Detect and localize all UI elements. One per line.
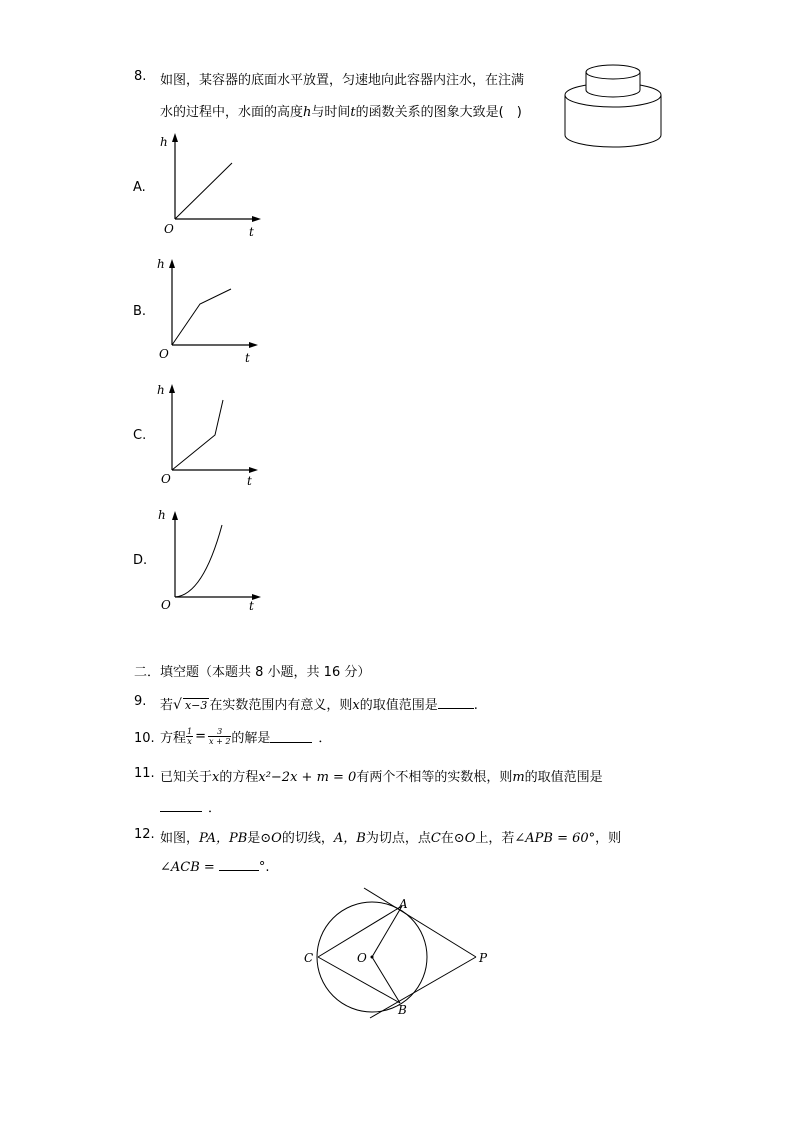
q12-circle-figure (296, 880, 496, 1025)
q10-answer-blank[interactable] (270, 730, 312, 743)
q11-answer-line: ． (160, 797, 221, 816)
q8-var-h: h (303, 105, 312, 120)
q8-var-t: t (350, 105, 356, 120)
q8-option-d-graph (158, 505, 268, 617)
q8-option-a-label: A. (133, 180, 146, 195)
q8-option-d-label: D. (133, 553, 148, 568)
q10-fraction-2: $\frac{3}{x + 2}$ (209, 727, 231, 746)
q9-text: 若√ x−3 在实数范围内有意义，则x的取值范围是 . (160, 697, 478, 713)
q11-equation: x²−2x + m = 0 (258, 770, 357, 785)
q12-number: 12. (134, 827, 155, 842)
axis-t-label: t (249, 225, 254, 239)
q9-radicand: x−3 (184, 699, 208, 712)
axis-h-label: h (157, 383, 165, 397)
axis-h-label: h (157, 257, 165, 271)
axis-t-label: t (247, 474, 252, 488)
q9-number: 9. (134, 694, 147, 709)
q12-answer-blank[interactable] (219, 858, 259, 871)
q8-option-b-label: B. (133, 304, 147, 319)
q8-container-figure (560, 60, 665, 155)
q8-number: 8. (134, 69, 147, 84)
q8-option-a-graph (158, 130, 268, 242)
q8-line1: 如图，某容器的底面水平放置，匀速地向此容器内注水，在注满 (160, 73, 525, 88)
label-a: A (399, 897, 408, 911)
origin-label: O (161, 472, 171, 486)
q10-number: 10. (134, 731, 155, 746)
axis-h-label: h (160, 135, 168, 149)
label-o: O (357, 951, 367, 965)
q8-text-line1 (160, 69, 524, 88)
q12-text-line1: 如图，PA，PB是⊙O的切线，A，B为切点，点C在⊙O上，若∠APB = 60°，则 (160, 831, 622, 846)
label-c: C (304, 951, 314, 965)
axis-t-label: t (245, 351, 250, 365)
q10-text: 方程 $\frac{1}{x}$ = $\frac{3}{x + 2}$ 的解是 ． (160, 727, 332, 746)
q9-answer-blank[interactable] (438, 696, 474, 709)
q11-text: 已知关于x的方程x²−2x + m = 0有两个不相等的实数根，则m的取值范围是 (160, 770, 603, 785)
section-title: 二．填空题（本题共 8 小题，共 16 分） (134, 665, 371, 680)
origin-label: O (159, 347, 169, 361)
origin-label: O (164, 222, 174, 236)
q8-option-c-label: C. (133, 428, 147, 443)
q11-answer-blank[interactable] (160, 799, 202, 812)
axis-h-label: h (158, 508, 166, 522)
q10-fraction-1: $\frac{1}{x}$ (187, 727, 193, 746)
q8-text-line2: 水的过程中，水面的高度h与时间t的函数关系的图象大致是( ) (160, 105, 522, 120)
q8-option-b-graph (155, 255, 265, 367)
q12-text-line2: ∠ACB = °. (160, 860, 270, 875)
label-b: B (398, 1003, 407, 1017)
origin-label: O (161, 598, 171, 612)
q8-option-c-graph (155, 380, 265, 492)
label-p: P (479, 951, 488, 965)
axis-t-label: t (249, 599, 254, 613)
q11-number: 11. (134, 766, 155, 781)
